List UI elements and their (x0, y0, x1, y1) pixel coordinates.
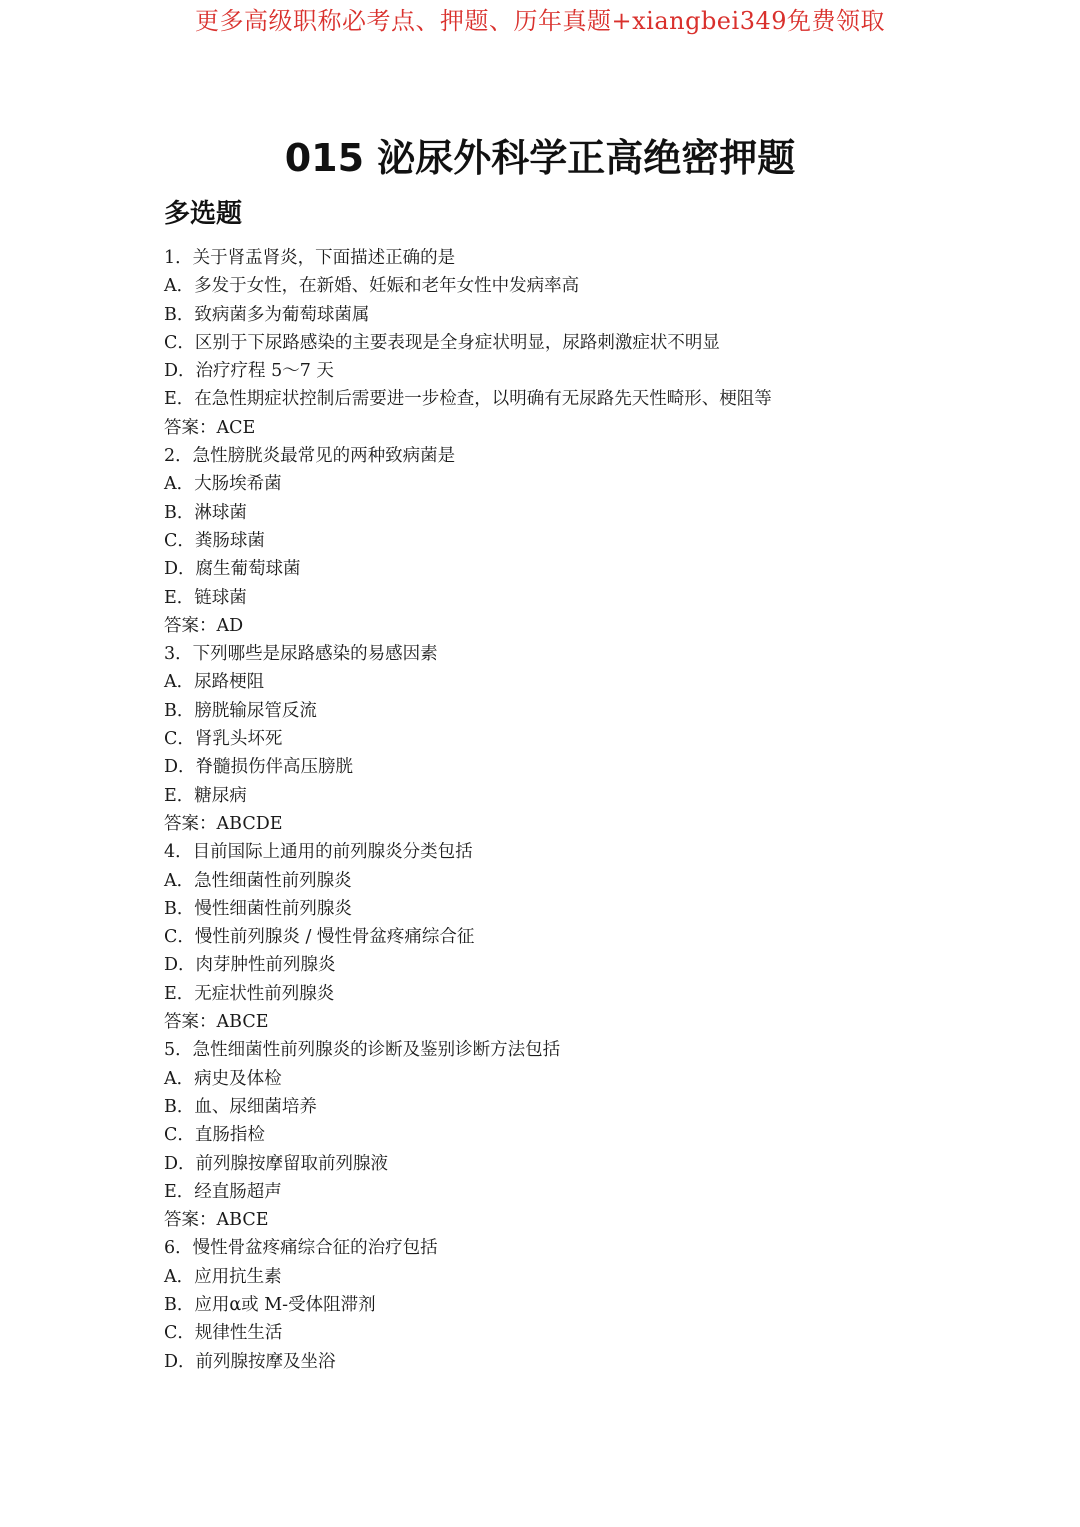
answer-option: D．前列腺按摩留取前列腺液 (164, 1153, 389, 1174)
answer-option: B．淋球菌 (164, 502, 247, 523)
answer-option: D．腐生葡萄球菌 (164, 559, 301, 580)
answer-key: 答案：ABCDE (164, 813, 283, 834)
answer-option: B．膀胱输尿管反流 (164, 700, 317, 721)
answer-key: 答案：ABCE (164, 1210, 269, 1231)
answer-key: 答案：AD (164, 615, 244, 636)
question-list (164, 244, 1004, 1376)
question-stem: 3．下列哪些是尿路感染的易感因素 (164, 644, 438, 665)
question-stem: 5．急性细菌性前列腺炎的诊断及鉴别诊断方法包括 (164, 1040, 561, 1061)
question-stem: 4．目前国际上通用的前列腺炎分类包括 (164, 842, 473, 863)
answer-key: 答案：ACE (164, 417, 256, 438)
answer-option: A．多发于女性，在新婚、妊娠和老年女性中发病率高 (164, 276, 580, 297)
question-stem: 1．关于肾盂肾炎，下面描述正确的是 (164, 248, 456, 268)
answer-option: A．大肠埃希菌 (164, 474, 282, 495)
answer-option: C．直肠指检 (164, 1125, 265, 1146)
answer-option: B．血、尿细菌培养 (164, 1096, 317, 1117)
answer-option: E．经直肠超声 (164, 1181, 282, 1202)
answer-option: C．慢性前列腺炎 / 慢性骨盆疼痛综合征 (164, 927, 475, 948)
answer-option: E．糖尿病 (164, 785, 247, 806)
answer-option: E．在急性期症状控制后需要进一步检查，以明确有无尿路先天性畸形、梗阻等 (164, 389, 772, 410)
answer-option: C．区别于下尿路感染的主要表现是全身症状明显，尿路刺激症状不明显 (164, 332, 720, 353)
answer-option: D．治疗疗程 5～7 天 (164, 361, 334, 382)
question-stem: 6．慢性骨盆疼痛综合征的治疗包括 (164, 1238, 438, 1259)
answer-option: A．尿路梗阻 (164, 672, 265, 693)
answer-option: A．急性细菌性前列腺炎 (164, 870, 352, 891)
answer-key: 答案：ABCE (164, 1012, 269, 1033)
section-heading: 多选题 (164, 199, 243, 229)
answer-option: B．致病菌多为葡萄球菌属 (164, 304, 370, 325)
answer-option: C．粪肠球菌 (164, 530, 265, 551)
answer-option: D．脊髓损伤伴高压膀胱 (164, 757, 354, 778)
answer-option: C．规律性生活 (164, 1323, 283, 1344)
answer-option: B．应用α或 M-受体阻滞剂 (164, 1294, 376, 1315)
answer-option: E．链球菌 (164, 587, 247, 608)
answer-option: C．肾乳头坏死 (164, 729, 283, 750)
document-title: 015 泌尿外科学正高绝密押题 (284, 136, 796, 180)
answer-option: E．无症状性前列腺炎 (164, 983, 335, 1004)
answer-option: D．肉芽肿性前列腺炎 (164, 955, 336, 976)
answer-option: A．病史及体检 (164, 1068, 282, 1089)
answer-option: B．慢性细菌性前列腺炎 (164, 898, 352, 919)
question-stem: 2．急性膀胱炎最常见的两种致病菌是 (164, 446, 456, 467)
answer-option: D．前列腺按摩及坐浴 (164, 1351, 336, 1372)
promo-banner: 更多高级职称必考点、押题、历年真题+xiangbei349免费领取 (195, 7, 885, 35)
answer-option: A．应用抗生素 (164, 1266, 282, 1287)
